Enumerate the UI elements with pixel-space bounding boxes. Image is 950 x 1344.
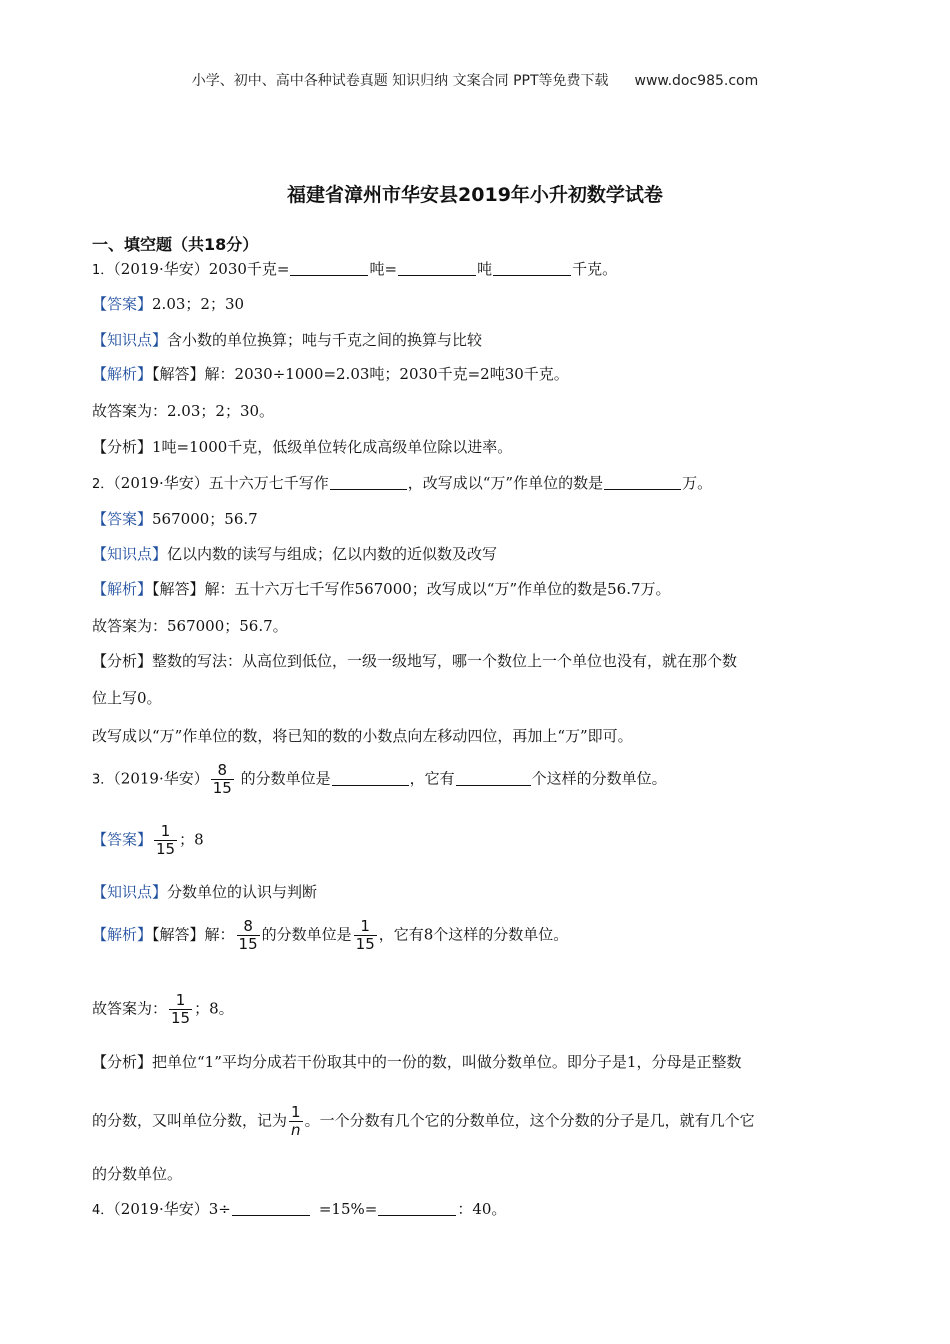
knowledge-label: 【知识点】 xyxy=(92,545,168,563)
answer-label: 【答案】 xyxy=(92,510,153,528)
analysis-label: 【解析】 xyxy=(92,365,153,383)
question-source: （2019·华安） xyxy=(113,474,209,492)
answer-label: 【答案】 xyxy=(92,830,153,849)
question-3: 3．（2019·华安） $\frac{8}{15}$ 的分数单位是 ，它有 个这样的分数单位。 xyxy=(92,761,667,797)
question-2: 2．（2019·华安）五十六万七千写作 ，改写成以“万”作单位的数是 万。 xyxy=(92,474,713,492)
question-number: 2． xyxy=(92,477,114,492)
answer-label: 【答案】 xyxy=(92,295,153,313)
final-answer-line: 故答案为：2.03；2；30。 xyxy=(92,402,275,420)
analysis-line: 【解析】【解答】解：五十六万七千写作567000；改写成以“万”作单位的数是56.7万。 xyxy=(92,580,671,598)
answer-blank[interactable] xyxy=(493,259,571,276)
question-source: （2019·华安） xyxy=(113,1200,209,1218)
question-1: 1．（2019·华安）2030千克= 吨= 吨 千克。 xyxy=(92,260,618,278)
header-text: 小学、初中、高中各种试卷真题 知识归纳 文案合同 PPT等免费下载 xyxy=(191,73,609,89)
fenxi-line-continued: 的分数单位。 xyxy=(92,1165,183,1183)
question-number: 4． xyxy=(92,1203,114,1218)
final-answer-line: 故答案为： $\frac{1}{15}$ ；8。 xyxy=(92,991,234,1027)
knowledge-line: 【知识点】含小数的单位换算；吨与千克之间的换算与比较 xyxy=(92,331,483,349)
question-number: 1． xyxy=(92,263,114,278)
fraction: $\frac{8}{15}$ xyxy=(238,917,258,953)
fraction: $\frac{1}{15}$ xyxy=(156,822,176,858)
analysis-label: 【解析】 xyxy=(92,925,153,944)
header-url[interactable]: www.doc985.com xyxy=(634,73,759,89)
answer-line: 【答案】 $\frac{1}{15}$ ；8 xyxy=(92,822,204,858)
knowledge-line: 【知识点】分数单位的认识与判断 xyxy=(92,883,318,901)
answer-blank[interactable] xyxy=(456,769,531,786)
analysis-line: 【解析】【解答】解：2030÷1000=2.03吨；2030千克=2吨30千克。 xyxy=(92,365,569,383)
fenxi-line: 【分析】把单位“1”平均分成若干份取其中的一份的数，叫做分数单位。即分子是1，分母是正整数 xyxy=(92,1053,742,1071)
document-title: 福建省漳州市华安县2019年小升初数学试卷 xyxy=(287,184,663,206)
answer-line: 【答案】567000；56.7 xyxy=(92,510,258,528)
answer-blank[interactable] xyxy=(604,473,681,490)
fenxi-line: 【分析】整数的写法：从高位到低位，一级一级地写，哪一个数位上一个单位也没有，就在那个数 xyxy=(92,652,738,670)
fenxi-line-continued: 改写成以“万”作单位的数，将已知的数的小数点向左移动四位，再加上“万”即可。 xyxy=(92,727,633,745)
knowledge-label: 【知识点】 xyxy=(92,883,168,901)
analysis-line: 【解析】【解答】解： $\frac{8}{15}$ 的分数单位是 $\frac{1}{15}$ ，它有8个这样的分数单位。 xyxy=(92,917,569,953)
final-answer-line: 故答案为：567000；56.7。 xyxy=(92,617,288,635)
fraction: $\frac{8}{15}$ xyxy=(212,761,232,797)
knowledge-line: 【知识点】亿以内数的读写与组成；亿以内数的近似数及改写 xyxy=(92,545,498,563)
fenxi-line: 【分析】1吨=1000千克，低级单位转化成高级单位除以进率。 xyxy=(92,438,513,456)
fenxi-line-continued: 的分数，又叫单位分数，记为 $\frac{1}{n}$ 。一个分数有几个它的分数单位，这个分数的分子是几，就有几个它 xyxy=(92,1103,755,1139)
answer-line: 【答案】2.03；2；30 xyxy=(92,295,245,313)
knowledge-label: 【知识点】 xyxy=(92,331,168,349)
answer-blank[interactable] xyxy=(332,769,409,786)
page-header xyxy=(0,70,950,90)
fraction: $\frac{1}{15}$ xyxy=(171,991,191,1027)
question-number: 3． xyxy=(92,772,114,788)
question-source: （2019·华安） xyxy=(113,260,209,278)
answer-blank[interactable] xyxy=(378,1199,456,1216)
fenxi-line-continued: 位上写0。 xyxy=(92,689,162,707)
fraction: $\frac{1}{15}$ xyxy=(355,917,375,953)
answer-blank[interactable] xyxy=(232,1199,310,1216)
analysis-label: 【解析】 xyxy=(92,580,153,598)
answer-blank[interactable] xyxy=(398,259,476,276)
answer-blank[interactable] xyxy=(330,473,407,490)
section-title: 一、填空题（共18分） xyxy=(92,235,259,254)
answer-blank[interactable] xyxy=(290,259,368,276)
fraction: $\frac{1}{n}$ xyxy=(291,1103,301,1139)
question-4: 4．（2019·华安）3÷ =15%= ：40。 xyxy=(92,1200,507,1218)
question-source: （2019·华安） xyxy=(113,769,209,788)
